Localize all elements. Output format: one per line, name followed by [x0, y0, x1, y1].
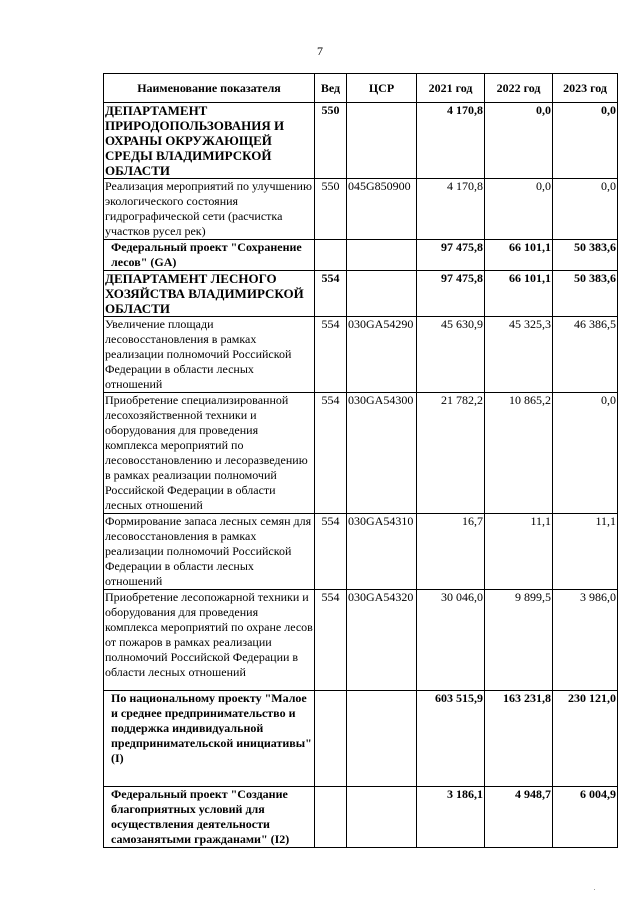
row-ved: [315, 787, 347, 848]
row-2022: 0,0: [485, 179, 553, 240]
header-csr: ЦСР: [347, 74, 417, 103]
row-csr: 030GA54310: [347, 514, 417, 590]
header-ved: Вед: [315, 74, 347, 103]
row-ved: 550: [315, 179, 347, 240]
row-csr: [347, 240, 417, 271]
row-csr: [347, 271, 417, 317]
row-2022: 10 865,2: [485, 393, 553, 514]
row-2023: 50 383,6: [553, 240, 618, 271]
row-ved: 554: [315, 317, 347, 393]
table-row: [104, 179, 618, 240]
header-name: Наименование показателя: [104, 74, 315, 103]
row-2021: 3 186,1: [417, 787, 485, 848]
table-row: [104, 393, 618, 514]
row-csr: 030GA54320: [347, 590, 417, 691]
row-ved: 550: [315, 103, 347, 179]
table-row: [104, 691, 618, 787]
row-2021: 97 475,8: [417, 271, 485, 317]
row-csr: [347, 691, 417, 787]
row-2023: 46 386,5: [553, 317, 618, 393]
row-name: ДЕПАРТАМЕНТ ПРИРОДОПОЛЬЗОВАНИЯ И ОХРАНЫ ОКРУЖАЮЩЕЙ СРЕДЫ ВЛАДИМИРСКОЙ ОБЛАСТИ: [104, 103, 315, 179]
row-ved: 554: [315, 514, 347, 590]
row-name: Реализация мероприятий по улучшению экологического состояния гидрографической сети (расчистка участков русел рек): [104, 179, 315, 240]
row-2022: 4 948,7: [485, 787, 553, 848]
row-2021: 603 515,9: [417, 691, 485, 787]
row-name: По национальному проекту "Малое и среднее предпринимательство и поддержка индивидуальной предпринимательской инициативы" (I): [104, 691, 315, 787]
row-2023: 50 383,6: [553, 271, 618, 317]
row-2022: 66 101,1: [485, 271, 553, 317]
table-row: [104, 514, 618, 590]
row-csr: 030GA54290: [347, 317, 417, 393]
row-name: Приобретение лесопожарной техники и оборудования для проведения комплекса мероприятий по охране лесов от пожаров в рамках реализации полномочий Российской Федерации в области лесных отношений: [104, 590, 315, 691]
row-name: Приобретение специализированной лесохозяйственной техники и оборудования для проведения комплекса мероприятий по лесовосстановлению и лесоразведению в рамках реализации полномочий Российской Федерации в области лесных отношений: [104, 393, 315, 514]
table-row: [104, 240, 618, 271]
row-2022: 163 231,8: [485, 691, 553, 787]
budget-table: [103, 73, 618, 848]
row-ved: [315, 691, 347, 787]
header-2023: 2023 год: [553, 74, 618, 103]
table-row: [104, 787, 618, 848]
row-2021: 97 475,8: [417, 240, 485, 271]
row-2021: 4 170,8: [417, 103, 485, 179]
row-2023: 11,1: [553, 514, 618, 590]
header-2021: 2021 год: [417, 74, 485, 103]
row-2021: 30 046,0: [417, 590, 485, 691]
row-2023: 0,0: [553, 393, 618, 514]
table-row: [104, 590, 618, 691]
row-2021: 16,7: [417, 514, 485, 590]
page-number: 7: [317, 44, 323, 58]
row-ved: [315, 240, 347, 271]
row-2022: 11,1: [485, 514, 553, 590]
row-2022: 9 899,5: [485, 590, 553, 691]
scan-speck: [594, 889, 595, 890]
row-ved: 554: [315, 590, 347, 691]
row-2022: 45 325,3: [485, 317, 553, 393]
row-2023: 0,0: [553, 103, 618, 179]
table-row: [104, 271, 618, 317]
row-ved: 554: [315, 271, 347, 317]
header-2022: 2022 год: [485, 74, 553, 103]
row-csr: [347, 787, 417, 848]
row-2021: 45 630,9: [417, 317, 485, 393]
row-name: ДЕПАРТАМЕНТ ЛЕСНОГО ХОЗЯЙСТВА ВЛАДИМИРСКОЙ ОБЛАСТИ: [104, 271, 315, 317]
row-2023: 3 986,0: [553, 590, 618, 691]
row-2023: 6 004,9: [553, 787, 618, 848]
row-2022: 0,0: [485, 103, 553, 179]
row-csr: [347, 103, 417, 179]
row-ved: 554: [315, 393, 347, 514]
row-2021: 21 782,2: [417, 393, 485, 514]
row-2023: 0,0: [553, 179, 618, 240]
row-2022: 66 101,1: [485, 240, 553, 271]
row-csr: 045G850900: [347, 179, 417, 240]
table-header-row: [104, 74, 618, 103]
row-name: Увеличение площади лесовосстановления в рамках реализации полномочий Российской Федерации в области лесных отношений: [104, 317, 315, 393]
table-row: [104, 103, 618, 179]
table-row: [104, 317, 618, 393]
row-csr: 030GA54300: [347, 393, 417, 514]
row-name: Формирование запаса лесных семян для лесовосстановления в рамках реализации полномочий Российской Федерации в области лесных отношений: [104, 514, 315, 590]
row-2021: 4 170,8: [417, 179, 485, 240]
row-name: Федеральный проект "Сохранение лесов" (GA): [104, 240, 315, 271]
row-name: Федеральный проект "Создание благоприятных условий для осуществления деятельности самозанятыми гражданами" (I2): [104, 787, 315, 848]
row-2023: 230 121,0: [553, 691, 618, 787]
